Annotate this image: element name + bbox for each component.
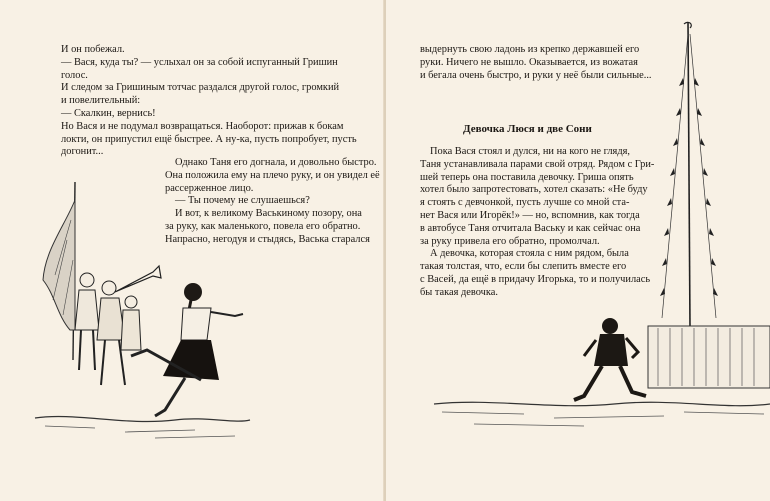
text-line: догонит... — [61, 146, 104, 158]
text-line: шей теперь она поставила девочку. Гриша опять — [420, 171, 634, 183]
illustration-girl-running — [35, 180, 250, 445]
text-line: руки. Ничего не вышло. Оказывается, из вожатая — [420, 56, 638, 68]
text-line: — Вася, куда ты? — услыхал он за собой испуганный Гришин — [61, 56, 338, 68]
text-line: за руку привела его обратно, промолчал. — [420, 235, 600, 247]
text-line: с Васей, да ещё в придачу Игорька, то и получилась — [420, 273, 651, 285]
text-line: Однако Таня его догнала, и довольно быстро. — [175, 157, 377, 168]
text-line: — Ты почему не слушаешься? — [175, 195, 310, 207]
text-line: хотел было запротестовать, хотел сказать: «Не буду — [420, 184, 648, 196]
text-line: и повелительный: — [61, 95, 141, 107]
text-line: Она положила ему на плечо руку, и он увидел её — [165, 169, 380, 181]
right-top-text — [420, 44, 660, 82]
text-line: Напрасно, негодуя и стыдясь, Васька старался — [165, 233, 370, 245]
text-line: И он побежал. — [61, 44, 125, 55]
text-line: бы такая девочка. — [420, 286, 499, 298]
text-line: — Скалкин, вернись! — [61, 107, 156, 119]
text-line: рассерженное лицо. — [165, 182, 254, 194]
illustration-boy-running — [434, 300, 770, 440]
right-page — [386, 0, 770, 501]
text-line: я стоять с девчонкой, пусть лучше со мной ста- — [420, 197, 630, 209]
chapter-title: Девочка Люся и две Сони — [463, 123, 592, 135]
text-line: за руку, как маленького, повела его обратно. — [165, 220, 361, 232]
text-line: Таня устанавливала парами свой отряд. Рядом с Гри- — [420, 158, 655, 170]
text-line: локти, он припустил ещё быстрее. А ну-ка, пусть попробует, пусть — [61, 133, 357, 145]
text-line: Пока Вася стоял и дулся, ни на кого не глядя, — [430, 146, 630, 157]
text-line: голос. — [61, 69, 88, 81]
text-line: нет Вася или Игорёк!» — но, вспомнив, как тогда — [420, 209, 640, 221]
left-page — [0, 0, 384, 501]
left-top-text — [61, 44, 361, 159]
illustration-flagpole — [658, 18, 718, 338]
right-chapter-text — [420, 146, 660, 300]
text-line: выдернуть свою ладонь из крепко державшей его — [420, 44, 640, 55]
text-line: и бегала очень быстро, и руки у неё были сильные... — [420, 69, 652, 81]
text-line: И следом за Гришиным тотчас раздался другой голос, громкий — [61, 82, 340, 94]
text-line: И вот, к великому Васькиному позору, она — [175, 208, 362, 220]
text-line: А девочка, которая стояла с ним рядом, была — [430, 248, 629, 260]
text-line: в автобусе Таня отчитала Ваську и как сейчас она — [420, 222, 641, 234]
text-line: Но Вася и не подумал возвращаться. Наоборот: прижав к бокам — [61, 120, 344, 132]
text-line: такая толстая, что, если бы слепить вместе его — [420, 261, 627, 273]
